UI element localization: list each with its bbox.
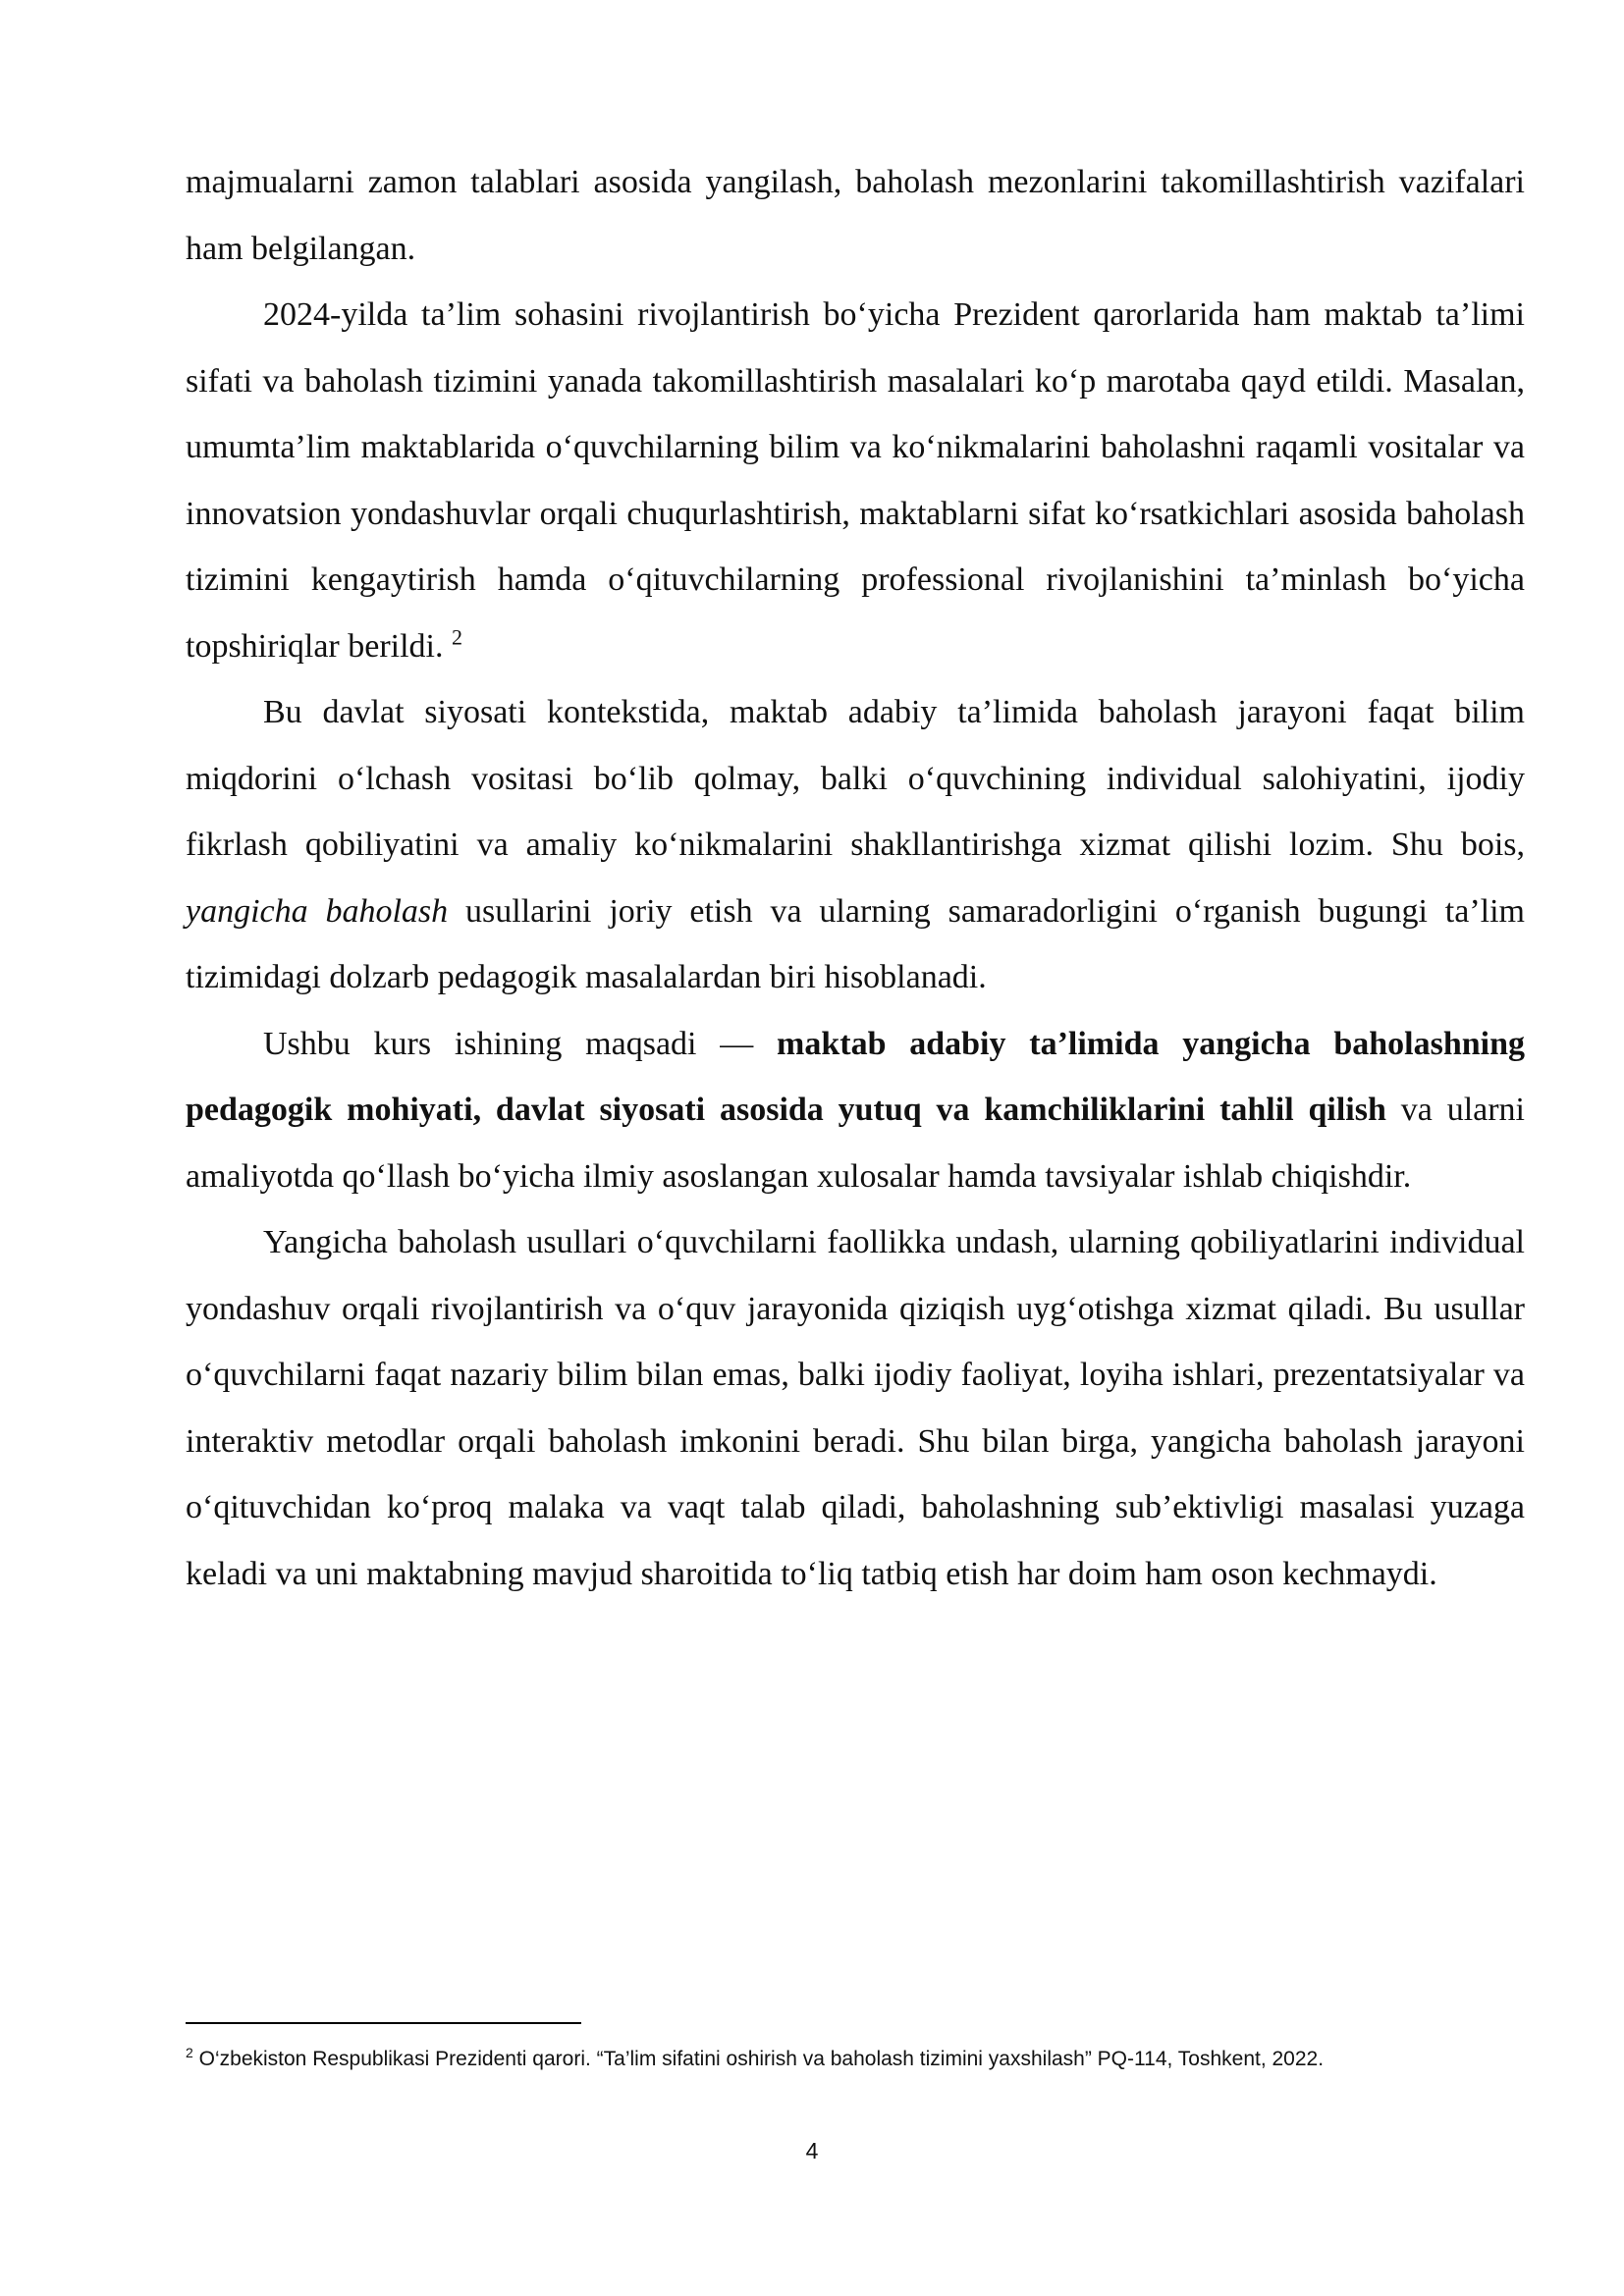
paragraph-text: Bu davlat siyosati kontekstida, maktab adabiy ta’limida baholash jarayoni faqat bilim miqdorini o‘lchash vositasi bo‘lib qolmay, balki o‘quvchining individual salohiyatini, ijodiy fikrlash qobiliyatini va amaliy ko‘nikmalarini shakllantirishga xizmat qilishi lozim. Shu bois, <box>186 694 1525 863</box>
footnote-reference[interactable]: 2 <box>452 624 463 650</box>
page-number: 4 <box>805 2138 819 2163</box>
paragraph-course-goal <box>186 1011 1525 1210</box>
paragraph-text: va ularni amaliyotda qo‘llash bo‘yicha ilmiy asoslangan xulosalar hamda tavsiyalar ishlab chiqishdir. <box>186 1092 1525 1195</box>
footnote <box>186 2042 1525 2077</box>
paragraph-text: Yangicha baholash usullari o‘quvchilarni faollikka undash, ularning qobiliyatlarini individual yondashuv orqali rivojlantirish va o‘quv jarayonida qiziqish uyg‘otishga xizmat qiladi. Bu usullar o‘quvchilarni faqat nazariy bilim bilan emas, balki ijodiy faoliyat, loyiha ishlari, prezentatsiyalar va interaktiv metodlar orqali baholash imkonini beradi. Shu bilan birga, yangicha baholash jarayoni o‘qituvchidan ko‘proq malaka va vaqt talab qiladi, baholashning sub’ektivligi masalasi yuzaga keladi va uni maktabning mavjud sharoitida to‘liq tatbiq etish har doim ham oson kechmaydi. <box>186 1224 1525 1592</box>
bold-goal-statement: maktab adabiy ta’limida yangicha baholashning pedagogik mohiyati, davlat siyosati asosida yutuq va kamchiliklarini tahlil qilish <box>186 1025 1526 1128</box>
italic-term: yangicha baholash <box>186 892 449 930</box>
paragraph-new-assessment-methods <box>186 1209 1525 1607</box>
paragraph-state-policy <box>186 679 1525 1011</box>
paragraph-continuation <box>186 149 1525 282</box>
paragraph-text: majmualarni zamon talablari asosida yangilash, baholash mezonlarini takomillashtirish vazifalari ham belgilangan. <box>186 164 1525 267</box>
paragraph-text: 2024-yilda ta’lim sohasini rivojlantirish bo‘yicha Prezident qarorlarida ham maktab ta’limi sifati va baholash tizimini yanada takomillashtirish masalalari ko‘p marotaba qayd etildi. Masalan, umumta’lim maktablarida o‘quvchilarning bilim va ko‘nikmalarini baholashni raqamli vositalar va innovatsion yondashuvlar orqali chuqurlashtirish, maktablarni sifat ko‘rsatkichlari asosida baholash tizimini kengaytirish hamda o‘qituvchilarning professional rivojlanishini ta’minlash bo‘yicha topshiriqlar berildi. <box>186 296 1525 665</box>
footnote-separator <box>186 2022 581 2024</box>
footnote-text: O‘zbekiston Respublikasi Prezidenti qarori. “Ta’lim sifatini oshirish va baholash tizimini yaxshilash” PQ-114, Toshkent, 2022. <box>198 2048 1325 2070</box>
paragraph-2024-decrees <box>186 282 1525 679</box>
paragraph-text: usullarini joriy etish va ularning samaradorligini o‘rganish bugungi ta’lim tizimidagi dolzarb pedagogik masalalardan biri hisoblanadi. <box>186 892 1525 995</box>
footnote-marker: 2 <box>186 2045 193 2060</box>
paragraph-text: Ushbu kurs ishining maqsadi — <box>263 1025 754 1062</box>
document-body <box>186 149 1525 1607</box>
